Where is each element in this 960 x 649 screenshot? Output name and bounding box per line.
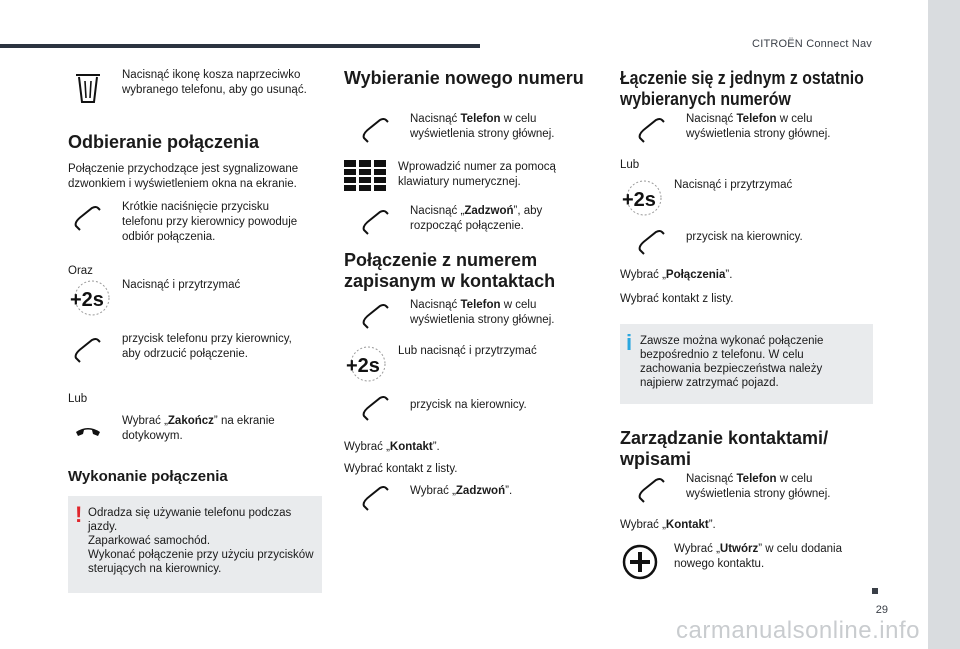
press-hold-2s-icon — [68, 278, 108, 314]
trash-icon[interactable] — [68, 68, 108, 104]
continuation-mark — [872, 588, 878, 594]
manage-contacts-title: Zarządzanie kontaktami/ wpisami — [620, 428, 829, 469]
select-contact-text: Wybrać kontakt z listy. — [344, 463, 458, 475]
wheel-step-3 — [632, 224, 803, 260]
contact-call-title: Połączenie z numerem zapisanym w kontaktach — [344, 250, 556, 291]
phone-touch-icon — [356, 480, 396, 516]
keypad-text: Wprowadzić numer za pomocą klawiatury numerycznej. — [398, 161, 556, 188]
keypad-icon[interactable] — [344, 160, 396, 196]
telefon-text-2: Nacisnąć Telefon w celu wyświetlenia strony głównej. — [410, 299, 555, 326]
telefon-step-2 — [356, 298, 590, 334]
select-kontakt-text-3: Wybrać „Kontakt”. — [620, 519, 716, 531]
reject-step — [68, 332, 312, 368]
zakoncz-label: Zakończ — [167, 415, 214, 427]
select-end-step — [68, 414, 312, 450]
call-step — [356, 204, 590, 240]
hang-up-icon[interactable] — [68, 414, 108, 450]
press-hold-text: Nacisnąć i przytrzymać — [122, 279, 241, 291]
delete-step — [68, 68, 322, 104]
info-text: Zawsze można wykonać połączenie bezpośrednio z telefonu. W celu zachowania bezpieczeństwa należy najpierw zatrzymać pojazd. — [640, 335, 824, 389]
press-hold-step — [68, 278, 240, 314]
page-number: 29 — [875, 604, 888, 616]
phone-touch-icon — [632, 112, 672, 148]
watermark: carmanualsonline.info — [676, 617, 920, 644]
info-box — [620, 324, 873, 404]
warning-box — [68, 496, 322, 593]
svg-text:+2s: +2s — [622, 189, 656, 211]
lub-label-3: Lub — [620, 159, 640, 171]
svg-text:+2s: +2s — [346, 355, 380, 377]
new-number-title: Wybieranie nowego numeru — [344, 68, 584, 88]
phone-touch-icon — [356, 298, 396, 334]
add-icon[interactable] — [620, 542, 672, 578]
wheel-text: przycisk na kierownicy. — [410, 399, 527, 411]
make-call-title: Wykonanie połączenia — [68, 468, 228, 485]
recent-title: Łączenie się z jednym z ostatnio wybieranych numerów — [620, 68, 864, 109]
press-hold-2s-icon — [620, 178, 672, 214]
phone-touch-icon — [356, 390, 396, 426]
answer-title: Odbieranie połączenia — [68, 132, 260, 152]
telefon-step-4 — [632, 472, 866, 508]
warning-text: Odradza się używanie telefonu podczas jazdy. Zaparkować samochód. Wykonać połączenie przy użyciu przycisków sterujących na kierownicy. — [88, 507, 314, 575]
wheel-text-3: przycisk na kierownicy. — [686, 231, 803, 243]
short-press-text: Krótkie naciśnięcie przycisku telefonu przy kierownicy powoduje odbiór połączenia. — [122, 201, 298, 243]
select-end-text: Wybrać „Zakończ” na ekranie dotykowym. — [122, 415, 275, 442]
select-polaczenia-text: Wybrać „Połączenia”. — [620, 269, 733, 281]
wheel-step — [356, 390, 527, 426]
short-press-step — [68, 200, 312, 245]
telefon-text-3: Nacisnąć Telefon w celu wyświetlenia strony głównej. — [686, 113, 831, 140]
phone-touch-icon — [68, 200, 108, 236]
oraz-label: Oraz — [68, 265, 93, 277]
lub-hold-text: Lub nacisnąć i przytrzymać — [398, 345, 537, 357]
svg-text:+2s: +2s — [70, 289, 104, 311]
telefon-text-4: Nacisnąć Telefon w celu wyświetlenia strony głównej. — [686, 473, 831, 500]
delete-text: Nacisnąć ikonę kosza naprzeciwko wybranego telefonu, aby go usunąć. — [122, 69, 307, 96]
info-icon: i — [626, 330, 633, 355]
side-strip — [928, 0, 960, 649]
phone-touch-icon — [632, 224, 672, 260]
utworz-text: Wybrać „Utwórz” w celu dodania nowego kontaktu. — [674, 543, 842, 570]
phone-touch-icon — [632, 472, 672, 508]
lub-hold-step — [344, 344, 537, 380]
telefon-step-3 — [632, 112, 866, 148]
brand-label: CITROËN Connect Nav — [752, 38, 872, 50]
utworz-step — [620, 542, 854, 578]
zadzwon-step — [356, 480, 512, 516]
phone-touch-icon — [356, 112, 396, 148]
select-contact-text-3: Wybrać kontakt z listy. — [620, 293, 734, 305]
telefon-step-1 — [356, 112, 590, 148]
reject-text: przycisk telefonu przy kierownicy, aby odrzucić połączenie. — [122, 333, 292, 360]
answer-intro: Połączenie przychodzące jest sygnalizowane dzwonkiem i wyświetleniem okna na ekranie. — [68, 163, 299, 190]
lub-label: Lub — [68, 393, 88, 405]
press-hold-text-3: Nacisnąć i przytrzymać — [674, 179, 793, 191]
zadzwon-text: Wybrać „Zadzwoń”. — [410, 485, 513, 497]
phone-touch-icon — [68, 332, 108, 368]
telefon-text-1: Nacisnąć Telefon w celu wyświetlenia strony głównej. — [410, 113, 555, 140]
call-text: Nacisnąć „Zadzwoń”, aby rozpocząć połączenie. — [410, 205, 543, 232]
keypad-step — [344, 160, 568, 196]
select-kontakt-text: Wybrać „Kontakt”. — [344, 441, 440, 453]
press-hold-2s-icon — [344, 344, 396, 380]
phone-touch-icon — [356, 204, 396, 240]
press-hold-step-3 — [620, 178, 792, 214]
warning-icon: ! — [75, 502, 83, 527]
header-rule — [0, 44, 480, 48]
